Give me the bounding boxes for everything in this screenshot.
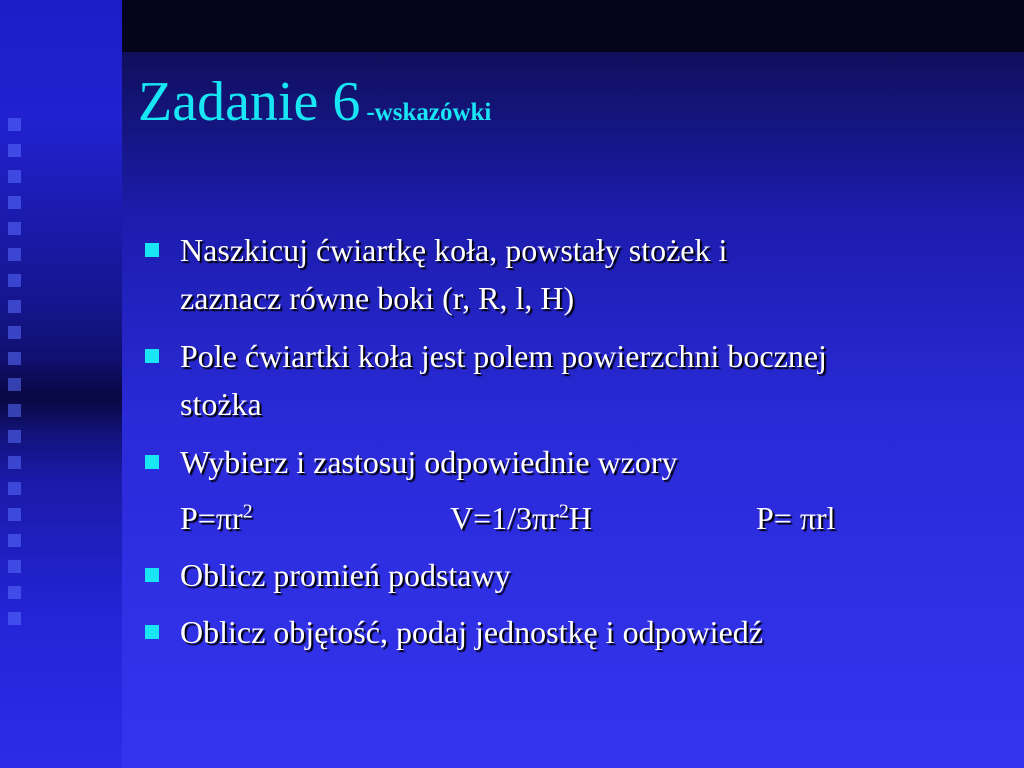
formula-1-base: P=πr xyxy=(180,500,243,536)
bullet-4-line-1: Oblicz promień podstawy xyxy=(180,557,511,593)
decorative-square-icon xyxy=(8,196,21,209)
decorative-square-icon xyxy=(8,378,21,391)
decorative-square-icon xyxy=(8,508,21,521)
decorative-square-icon xyxy=(8,534,21,547)
decorative-square-icon xyxy=(8,274,21,287)
decorative-square-icon xyxy=(8,456,21,469)
bullet-2-line-1: Pole ćwiartki koła jest polem powierzchni bocznej xyxy=(180,338,827,374)
square-bullet-icon xyxy=(145,243,159,257)
bullet-1-line-2: zaznacz równe boki (r, R, l, H) xyxy=(180,280,575,316)
decorative-square-icon xyxy=(8,144,21,157)
formula-circle-area xyxy=(180,498,253,538)
formula-2-tail: H xyxy=(568,500,592,536)
decorative-square-icon xyxy=(8,586,21,599)
slide-title xyxy=(138,70,491,134)
top-band xyxy=(0,0,1024,52)
decorative-square-icon xyxy=(8,170,21,183)
decorative-square-icon xyxy=(8,118,21,131)
square-bullet-icon xyxy=(145,568,159,582)
square-bullet-icon xyxy=(145,349,159,363)
decorative-square-icon xyxy=(8,326,21,339)
formula-2-exponent: 2 xyxy=(558,500,569,523)
title-subtitle: -wskazówki xyxy=(366,99,492,126)
bullet-3-line-1: Wybierz i zastosuj odpowiednie wzory xyxy=(180,444,678,480)
decorative-square-icon xyxy=(8,560,21,573)
decorative-square-icon xyxy=(8,430,21,443)
square-bullet-icon xyxy=(145,455,159,469)
formula-1-exponent: 2 xyxy=(242,500,253,523)
decorative-square-icon xyxy=(8,404,21,417)
decorative-square-icon xyxy=(8,352,21,365)
bullet-5-line-1: Oblicz objętość, podaj jednostkę i odpowiedź xyxy=(180,614,763,650)
decorative-square-column xyxy=(8,118,24,638)
decorative-square-icon xyxy=(8,612,21,625)
decorative-square-icon xyxy=(8,248,21,261)
title-main: Zadanie 6 xyxy=(138,71,361,133)
decorative-square-icon xyxy=(8,300,21,313)
formula-2-base: V=1/3πr xyxy=(450,500,559,536)
decorative-square-icon xyxy=(8,222,21,235)
bullet-1-line-1: Naszkicuj ćwiartkę koła, powstały stożek i xyxy=(180,232,728,268)
decorative-square-icon xyxy=(8,482,21,495)
formula-cone-volume xyxy=(450,498,592,538)
bullet-2-line-2: stożka xyxy=(180,386,262,422)
square-bullet-icon xyxy=(145,625,159,639)
formula-lateral-area: P= πrl xyxy=(756,500,836,536)
